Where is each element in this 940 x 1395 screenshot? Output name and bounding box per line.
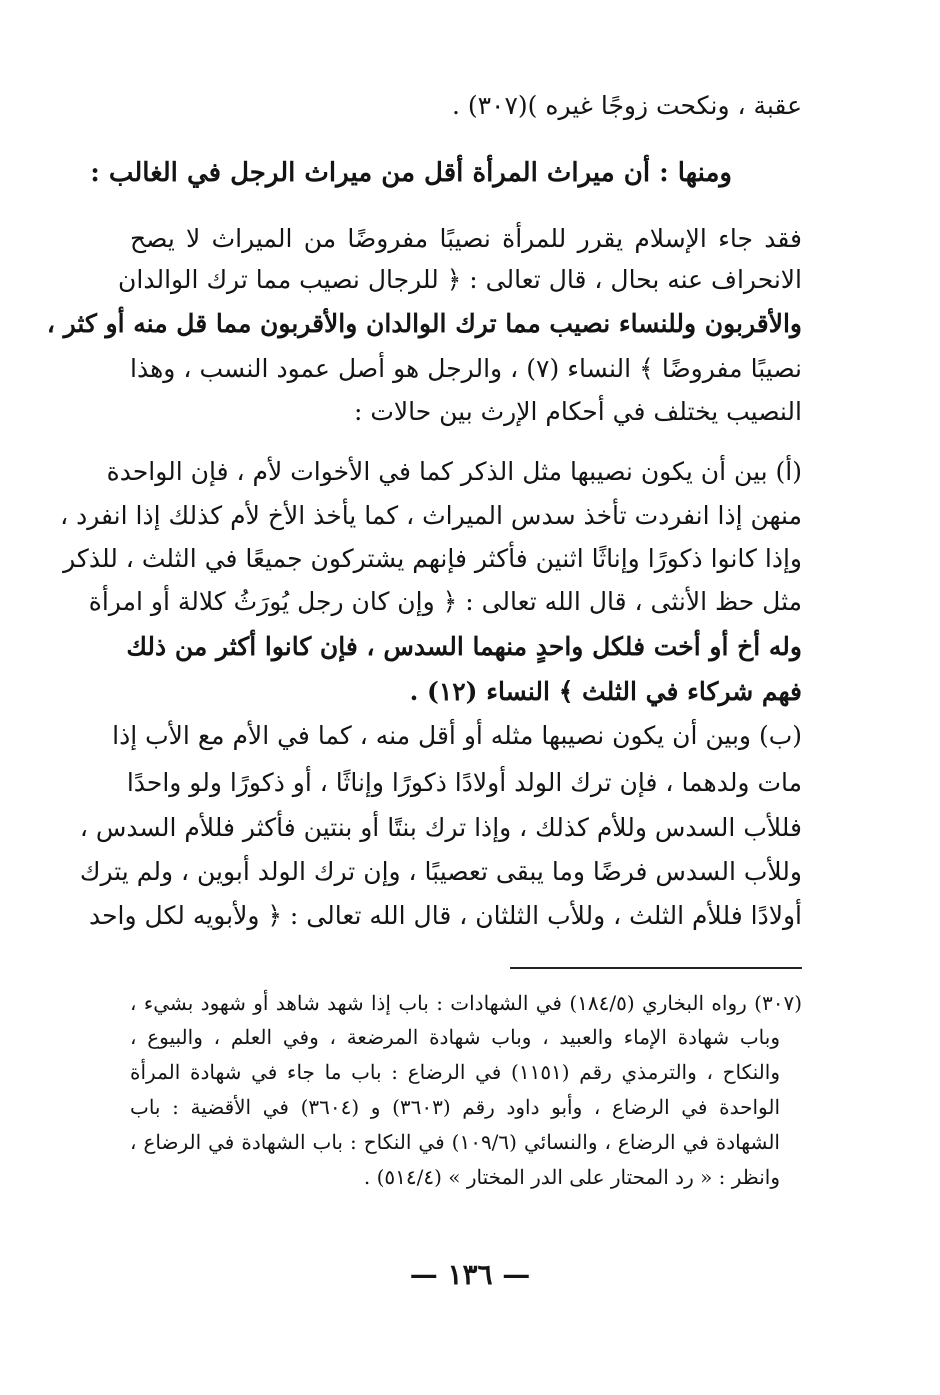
text-line-5: نصيبًا مفروضًا ﴾ النساء (٧) ، والرجل هو أصل عمود النسب ، وهذا [130, 354, 802, 383]
footnote-separator [510, 967, 802, 969]
text-line-16: وللأب السدس فرضًا وما يبقى تعصيبًا ، وإن ترك الولد أبوين ، ولم يترك [79, 857, 802, 886]
page-number: — ١٣٦ — [409, 1258, 531, 1291]
footnote-line-4: الواحدة في الرضاع ، وأبو داود رقم (٣٦٠٣) و (٣٦٠٤) في الأقضية : باب [130, 1095, 781, 1119]
text-line-6: النصيب يختلف في أحكام الإرث بين حالات : [353, 397, 802, 426]
text-line-12: فهم شركاء في الثلث ﴾ النساء (١٢) . [409, 677, 802, 706]
text-line-4: والأقربون وللنساء نصيب مما ترك الوالدان والأقربون مما قل منه أو كثر ، [46, 309, 802, 338]
footnote-line-6: وانظر : « رد المحتار على الدر المختار » (٥١٤/٤) . [363, 1165, 780, 1189]
text-line-1: عقبة ، ونكحت زوجًا غيره )(٣٠٧) . [451, 91, 802, 120]
text-line-14: مات ولدهما ، فإن ترك الولد أولادًا ذكورًا وإناثًا ، أو ذكورًا ولو واحدًا [126, 768, 802, 797]
footnote-line-3: والنكاح ، والترمذي رقم (١١٥١) في الرضاع : باب ما جاء في شهادة المرأة [130, 1060, 780, 1084]
text-line-9: وإذا كانوا ذكورًا وإناثًا اثنين فأكثر فإنهم يشتركون جميعًا في الثلث ، للذكر [63, 544, 802, 573]
text-line-7: (أ) بين أن يكون نصيبها مثل الذكر كما في الأخوات لأم ، فإن الواحدة [106, 457, 802, 486]
text-line-15: فللأب السدس وللأم كذلك ، وإذا ترك بنتًا أو بنتين فأكثر فللأم السدس ، [79, 813, 802, 842]
text-line-13: (ب) وبين أن يكون نصيبها مثله أو أقل منه ، كما في الأم مع الأب إذا [112, 721, 802, 750]
text-line-11: وله أخ أو أخت فلكل واحدٍ منهما السدس ، فإن كانوا أكثر من ذلك [126, 632, 802, 661]
footnote-line-2: وباب شهادة الإماء والعبيد ، وباب شهادة المرضعة ، وفي العلم ، والبيوع ، [130, 1025, 780, 1049]
text-line-17: أولادًا فللأم الثلث ، وللأب الثلثان ، قال الله تعالى : ﴿ ولأبويه لكل واحد [88, 901, 802, 930]
footnote-line-5: الشهادة في الرضاع ، والنسائي (١٠٩/٦) في النكاح : باب الشهادة في الرضاع ، [130, 1130, 780, 1154]
footnote-line-1: (٣٠٧) رواه البخاري (١٨٤/٥) في الشهادات : باب إذا شهد شاهد أو شهود بشيء ، [130, 991, 803, 1015]
text-line-8: منهن إذا انفردت تأخذ سدس الميراث ، كما يأخذ الأخ لأم كذلك إذا انفرد ، [60, 501, 802, 530]
text-line-2: فقد جاء الإسلام يقرر للمرأة نصيبًا مفروضًا من الميراث لا يصح [130, 224, 802, 253]
section-heading: ومنها : أن ميراث المرأة أقل من ميراث الرجل في الغالب : [90, 158, 732, 188]
text-line-10: مثل حظ الأنثى ، قال الله تعالى : ﴿ وإن كان رجل يُورَثُ كلالة أو امرأة [88, 587, 802, 616]
text-line-3: الانحراف عنه بحال ، قال تعالى : ﴿ للرجال نصيب مما ترك الوالدان [118, 265, 802, 294]
